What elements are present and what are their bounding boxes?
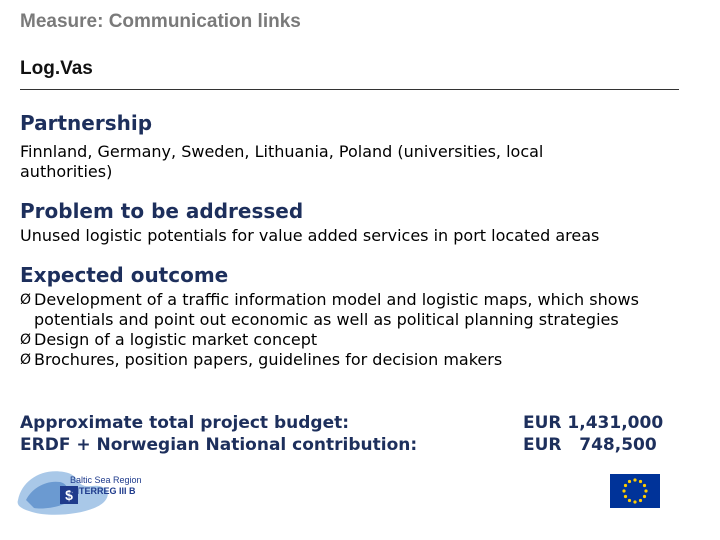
arrow-bullet-icon: Ø bbox=[20, 292, 32, 308]
outcome-heading: Expected outcome bbox=[20, 263, 229, 287]
svg-text:$: $ bbox=[65, 487, 73, 503]
list-item bbox=[20, 330, 700, 350]
divider bbox=[20, 89, 679, 90]
list-item-text: Design of a logistic market concept bbox=[34, 330, 318, 349]
arrow-bullet-icon: Ø bbox=[20, 332, 32, 348]
problem-text: Unused logistic potentials for value added services in port located areas bbox=[20, 226, 600, 245]
interreg-line1: Baltic Sea Region bbox=[70, 475, 142, 485]
problem-heading: Problem to be addressed bbox=[20, 199, 304, 223]
budget-labels bbox=[20, 412, 417, 456]
list-item bbox=[20, 290, 700, 330]
interreg-line2: INTERREG III B bbox=[70, 486, 136, 496]
erdf-contribution-label: ERDF + Norwegian National contribution: bbox=[20, 435, 418, 455]
list-item-text: Brochures, position papers, guidelines for decision makers bbox=[34, 350, 503, 369]
outcome-list bbox=[20, 290, 700, 370]
budget-values bbox=[523, 412, 663, 456]
list-item bbox=[20, 350, 700, 370]
partnership-heading: Partnership bbox=[20, 111, 153, 135]
interreg-logo-text bbox=[70, 475, 142, 497]
partnership-text: Finnland, Germany, Sweden, Lithuania, Poland (universities, local authorities) bbox=[20, 142, 544, 181]
project-name: Log.Vas bbox=[20, 58, 93, 79]
total-budget-label: Approximate total project budget: bbox=[20, 413, 350, 433]
list-item-text: Development of a traffic information model and logistic maps, which shows potentials and point out economic as well as political planning strategies bbox=[34, 290, 639, 329]
arrow-bullet-icon: Ø bbox=[20, 352, 32, 368]
erdf-contribution-value: EUR 748,500 bbox=[523, 435, 657, 455]
total-budget-value: EUR 1,431,000 bbox=[523, 413, 664, 433]
eu-flag-icon bbox=[610, 474, 660, 508]
slide-header: Measure: Communication links bbox=[20, 11, 301, 32]
